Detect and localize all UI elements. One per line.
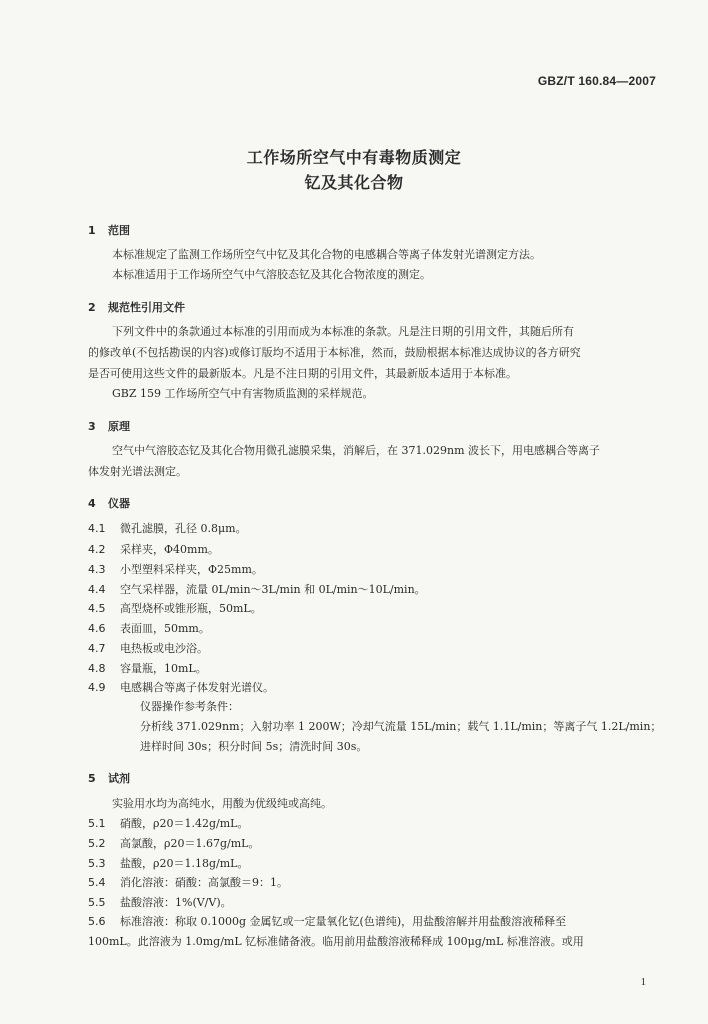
section-5-heading — [88, 770, 130, 786]
paragraph-line: 体发射光谱法测定。 — [88, 465, 187, 478]
list-item: 4.5 高型烧杯或锥形瓶，50mL。 — [88, 602, 262, 615]
standard-code: GBZ/T 160.84—2007 — [537, 74, 656, 88]
section-number: 1 — [88, 224, 96, 237]
section-number: 4 — [88, 497, 96, 510]
list-item: 4.1 微孔滤膜，孔径 0.8μm。 — [88, 522, 247, 535]
page-number: 1 — [640, 976, 646, 988]
paragraph-line: 空气中气溶胶态钇及其化合物用微孔滤膜采集，消解后，在 371.029nm 波长下，用电感耦合等离子 — [112, 444, 600, 457]
section-number: 3 — [88, 420, 96, 433]
paragraph-line: 实验用水均为高纯水，用酸为优级纯或高纯。 — [112, 797, 332, 810]
section-title: 原理 — [108, 420, 130, 433]
paragraph-line: 是否可使用这些文件的最新版本。凡是不注日期的引用文件，其最新版本适用于本标准。 — [88, 367, 517, 380]
paragraph-line: 的修改单(不包括勘误的内容)或修订版均不适用于本标准，然而，鼓励根据本标准达成协议的各方研究 — [88, 346, 581, 359]
reference-line: GBZ 159 工作场所空气中有害物质监测的采样规范。 — [112, 387, 374, 400]
list-item: 5.1 硝酸，ρ20＝1.42g/mL。 — [88, 817, 249, 830]
list-item: 4.4 空气采样器，流量 0L/min～3L/min 和 0L/min～10L/min。 — [88, 583, 426, 596]
list-item: 4.3 小型塑料采样夹，Φ25mm。 — [88, 563, 263, 576]
list-item: 4.9 电感耦合等离子体发射光谱仪。 — [88, 681, 274, 694]
section-title: 试剂 — [108, 772, 130, 785]
list-item: 4.2 采样夹，Φ40mm。 — [88, 543, 219, 556]
section-title: 规范性引用文件 — [108, 301, 185, 314]
document-title: 工作场所空气中有毒物质测定 — [246, 148, 462, 167]
conditions-title: 仪器操作参考条件： — [140, 700, 239, 713]
list-item: 5.4 消化溶液：硝酸：高氯酸＝9：1。 — [88, 876, 288, 889]
section-2-heading — [88, 299, 185, 315]
list-item: 5.3 盐酸，ρ20＝1.18g/mL。 — [88, 857, 249, 870]
section-title: 仪器 — [108, 497, 130, 510]
paragraph-line: 本标准适用于工作场所空气中气溶胶态钇及其化合物浓度的测定。 — [112, 268, 431, 281]
conditions-line: 分析线 371.029nm；入射功率 1 200W；冷却气流量 15L/min；载气 1.1L/min；等离子气 1.2L/min； — [140, 720, 662, 733]
list-item: 5.5 盐酸溶液：1%(V/V)。 — [88, 896, 232, 909]
section-4-heading — [88, 495, 130, 511]
paragraph-line: 下列文件中的条款通过本标准的引用而成为本标准的条款。凡是注日期的引用文件，其随后所有 — [112, 325, 574, 338]
list-item: 4.6 表面皿，50mm。 — [88, 622, 210, 635]
paragraph-line: 本标准规定了监测工作场所空气中钇及其化合物的电感耦合等离子体发射光谱测定方法。 — [112, 248, 541, 261]
document-subtitle: 钇及其化合物 — [304, 173, 404, 192]
section-number: 5 — [88, 772, 96, 785]
conditions-line: 进样时间 30s；积分时间 5s；清洗时间 30s。 — [140, 740, 368, 753]
paragraph-line: 100mL。此溶液为 1.0mg/mL 钇标准储备液。临用前用盐酸溶液稀释成 100μg/mL 标准溶液。或用 — [88, 935, 584, 948]
list-item: 4.7 电热板或电沙浴。 — [88, 642, 208, 655]
section-number: 2 — [88, 301, 96, 314]
list-item: 5.6 标准溶液：称取 0.1000g 金属钇或一定量氧化钇(色谱纯)，用盐酸溶解并用盐酸溶液稀释至 — [88, 915, 567, 928]
list-item: 5.2 高氯酸，ρ20＝1.67g/mL。 — [88, 837, 260, 850]
section-1-heading — [88, 222, 130, 238]
section-title: 范围 — [108, 224, 130, 237]
list-item: 4.8 容量瓶，10mL。 — [88, 662, 207, 675]
section-3-heading — [88, 418, 130, 434]
